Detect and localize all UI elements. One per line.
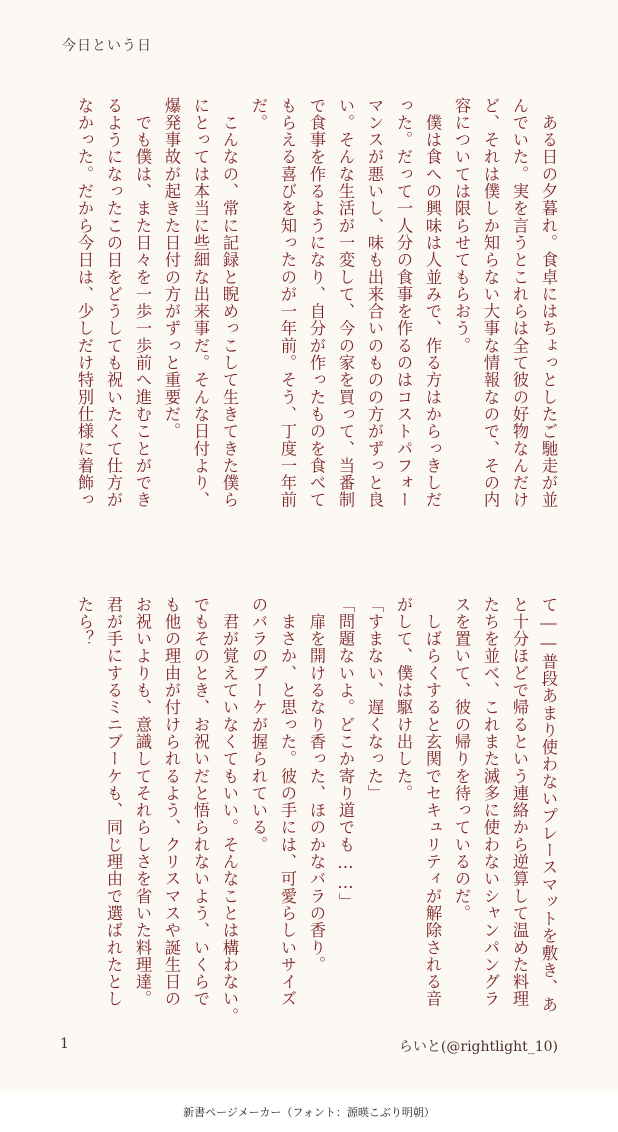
text-line: った。だって一人分の食事を作るのはコストパフォー <box>394 97 413 509</box>
text-line: 君が覚えていなくてもいい。そんなことは構わない。 <box>220 596 239 1025</box>
text-line: しばらくすると玄関でセキュリティが解除される音 <box>423 596 442 1008</box>
text-line: ある日の夕暮れ。食卓にはちょっとしたご馳走が並 <box>539 97 558 509</box>
body-text-lower-block <box>70 596 563 1026</box>
text-line: 君が手にするミニブーケも、同じ理由で選ばれたとし <box>104 596 123 1008</box>
text-line: だ。 <box>249 97 268 132</box>
text-line: も他の理由が付けられるよう、クリスマスや誕生日の <box>162 596 181 1008</box>
text-line: て――普段あまり使わないプレースマットを敷き、あ <box>539 596 558 1014</box>
text-line: 容については限らせてもらおう。 <box>452 97 471 355</box>
text-line: い。そんな生活が一変して、今の家を買って、当番制 <box>336 97 355 509</box>
text-line: ど、それは僕しか知らない大事な情報なので、その内 <box>481 97 500 509</box>
text-line: たちを並べ、これまた滅多に使わないシャンパングラ <box>481 596 500 1008</box>
text-line: なかった。だから今日は、少しだけ特別仕様に着飾っ <box>75 97 94 509</box>
text-line: で食事を作るようになり、自分が作ったものを食べて <box>307 97 326 509</box>
text-line: にとっては本当に些細な出来事だ。そんな日付より、 <box>191 97 210 509</box>
author-credit: らいと(@rightlight_10) <box>398 1039 558 1055</box>
text-line: もらえる喜びを知ったのが一年前。そう、丁度一年前 <box>278 97 297 509</box>
text-line: 「すまない、遅くなった」 <box>365 596 384 802</box>
body-text-upper-block <box>70 97 563 527</box>
text-line: のバラのブーケが握られている。 <box>249 596 268 854</box>
text-line: マンスが悪いし、味も出来合いのものの方がずっと良 <box>365 97 384 509</box>
text-line: まさか、と思った。彼の手には、可愛らしいサイズ <box>278 596 297 1008</box>
text-line: 扉を開けるなり香った、ほのかなバラの香り。 <box>307 596 326 974</box>
text-line: 爆発事故が起きた日付の方がずっと重要だ。 <box>162 97 181 440</box>
text-line: でも僕は、また日々を一歩一歩前へ進むことができ <box>133 97 152 509</box>
text-line: んでいた。実を言うとこれらは全て彼の好物なんだけ <box>510 97 529 509</box>
text-line: るようになったこの日をどうしても祝いたくて仕方が <box>104 97 123 509</box>
running-header-title: 今日という日 <box>62 38 152 54</box>
text-line: スを置いて、彼の帰りを待っているのだ。 <box>452 596 471 922</box>
text-line: 僕は食への興味は人並みで、作る方はからっきしだ <box>423 97 442 509</box>
text-line: たら？ <box>75 596 94 648</box>
text-line: がして、僕は駆け出した。 <box>394 596 413 802</box>
text-line: 「問題ないよ。どこか寄り道でも……」 <box>336 596 355 911</box>
text-line: でもそのとき、お祝いだと悟られないよう、いくらで <box>191 596 210 1008</box>
generator-credit: 新書ページメーカー（フォント：源暎こぶり明朝） <box>183 1106 435 1119</box>
page-number: 1 <box>60 1036 69 1052</box>
text-line: お祝いよりも、意識してそれらしさを省いた料理達。 <box>133 596 152 1008</box>
text-line: と十分ほどで帰るという連絡から逆算して温めた料理 <box>510 596 529 1008</box>
text-line: こんなの、常に記録と睨めっこして生きてきた僕ら <box>220 97 239 509</box>
